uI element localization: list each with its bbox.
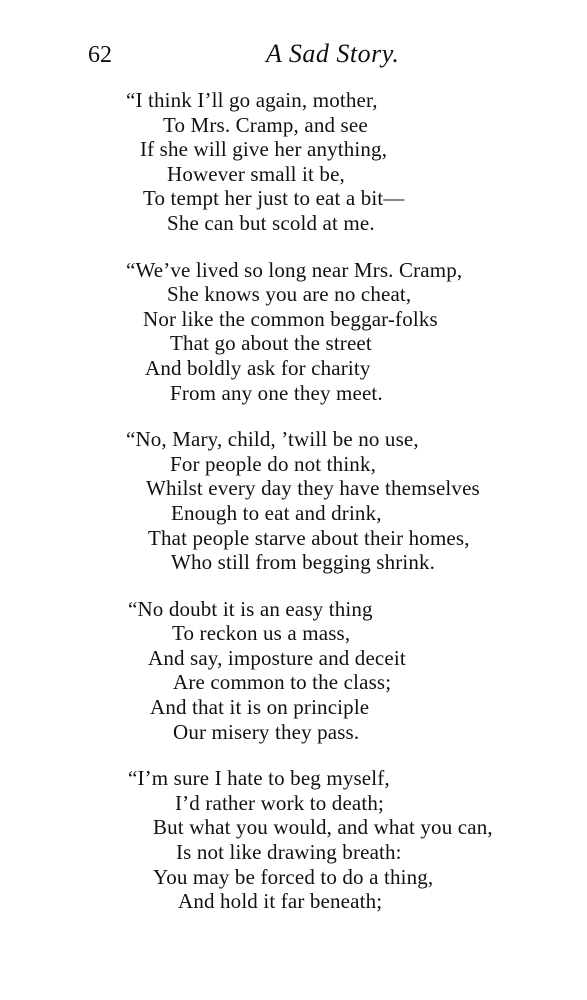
page-number: 62 <box>88 42 112 68</box>
poem-line: And hold it far beneath; <box>178 889 383 914</box>
poem-line: For people do not think, <box>170 451 377 476</box>
poem-line: Nor like the common beggar-folks <box>143 306 438 331</box>
stanza-1 <box>0 88 587 236</box>
poem-line: “No, Mary, child, ’twill be no use, <box>126 427 419 452</box>
poem-line: “We’ve lived so long near Mrs. Cramp, <box>126 257 463 282</box>
stanza-5 <box>0 766 587 914</box>
stanza-3 <box>0 427 587 575</box>
poem-line: And boldly ask for charity <box>145 355 371 380</box>
poem-line: “No doubt it is an easy thing <box>128 596 373 621</box>
poem-line: However small it be, <box>167 161 345 186</box>
poem-line: She can but scold at me. <box>167 210 375 235</box>
poem-line: To reckon us a mass, <box>172 621 351 646</box>
poem-line: You may be forced to do a thing, <box>153 864 434 889</box>
poem-line: But what you would, and what you can, <box>153 815 493 840</box>
stanza-4 <box>0 597 587 745</box>
poem-line: And say, imposture and deceit <box>148 645 406 670</box>
poem-line: Are common to the class; <box>173 670 392 695</box>
poem-line: And that it is on principle <box>150 695 370 720</box>
poem-line: Whilst every day they have themselves <box>146 476 480 501</box>
poem-line: To Mrs. Cramp, and see <box>163 112 368 137</box>
poem-line: Is not like drawing breath: <box>176 840 402 865</box>
stanza-2 <box>0 258 587 406</box>
poem-line: “I’m sure I hate to beg myself, <box>128 766 390 791</box>
poem-line: That people starve about their homes, <box>148 525 470 550</box>
poem-line: “I think I’ll go again, mother, <box>126 88 378 112</box>
poem-line: Enough to eat and drink, <box>171 500 382 525</box>
poem-line: I’d rather work to death; <box>175 790 385 815</box>
poem-line: That go about the street <box>170 331 372 356</box>
poem-line: From any one they meet. <box>170 380 383 405</box>
poem-line: Who still from begging shrink. <box>171 550 436 575</box>
poem-line: Our misery they pass. <box>173 719 360 744</box>
poem <box>0 88 587 936</box>
poem-line: She knows you are no cheat, <box>167 282 412 307</box>
poem-line: To tempt her just to eat a bit— <box>143 186 405 211</box>
poem-line: If she will give her anything, <box>140 137 388 162</box>
running-title: A Sad Story. <box>266 39 400 68</box>
